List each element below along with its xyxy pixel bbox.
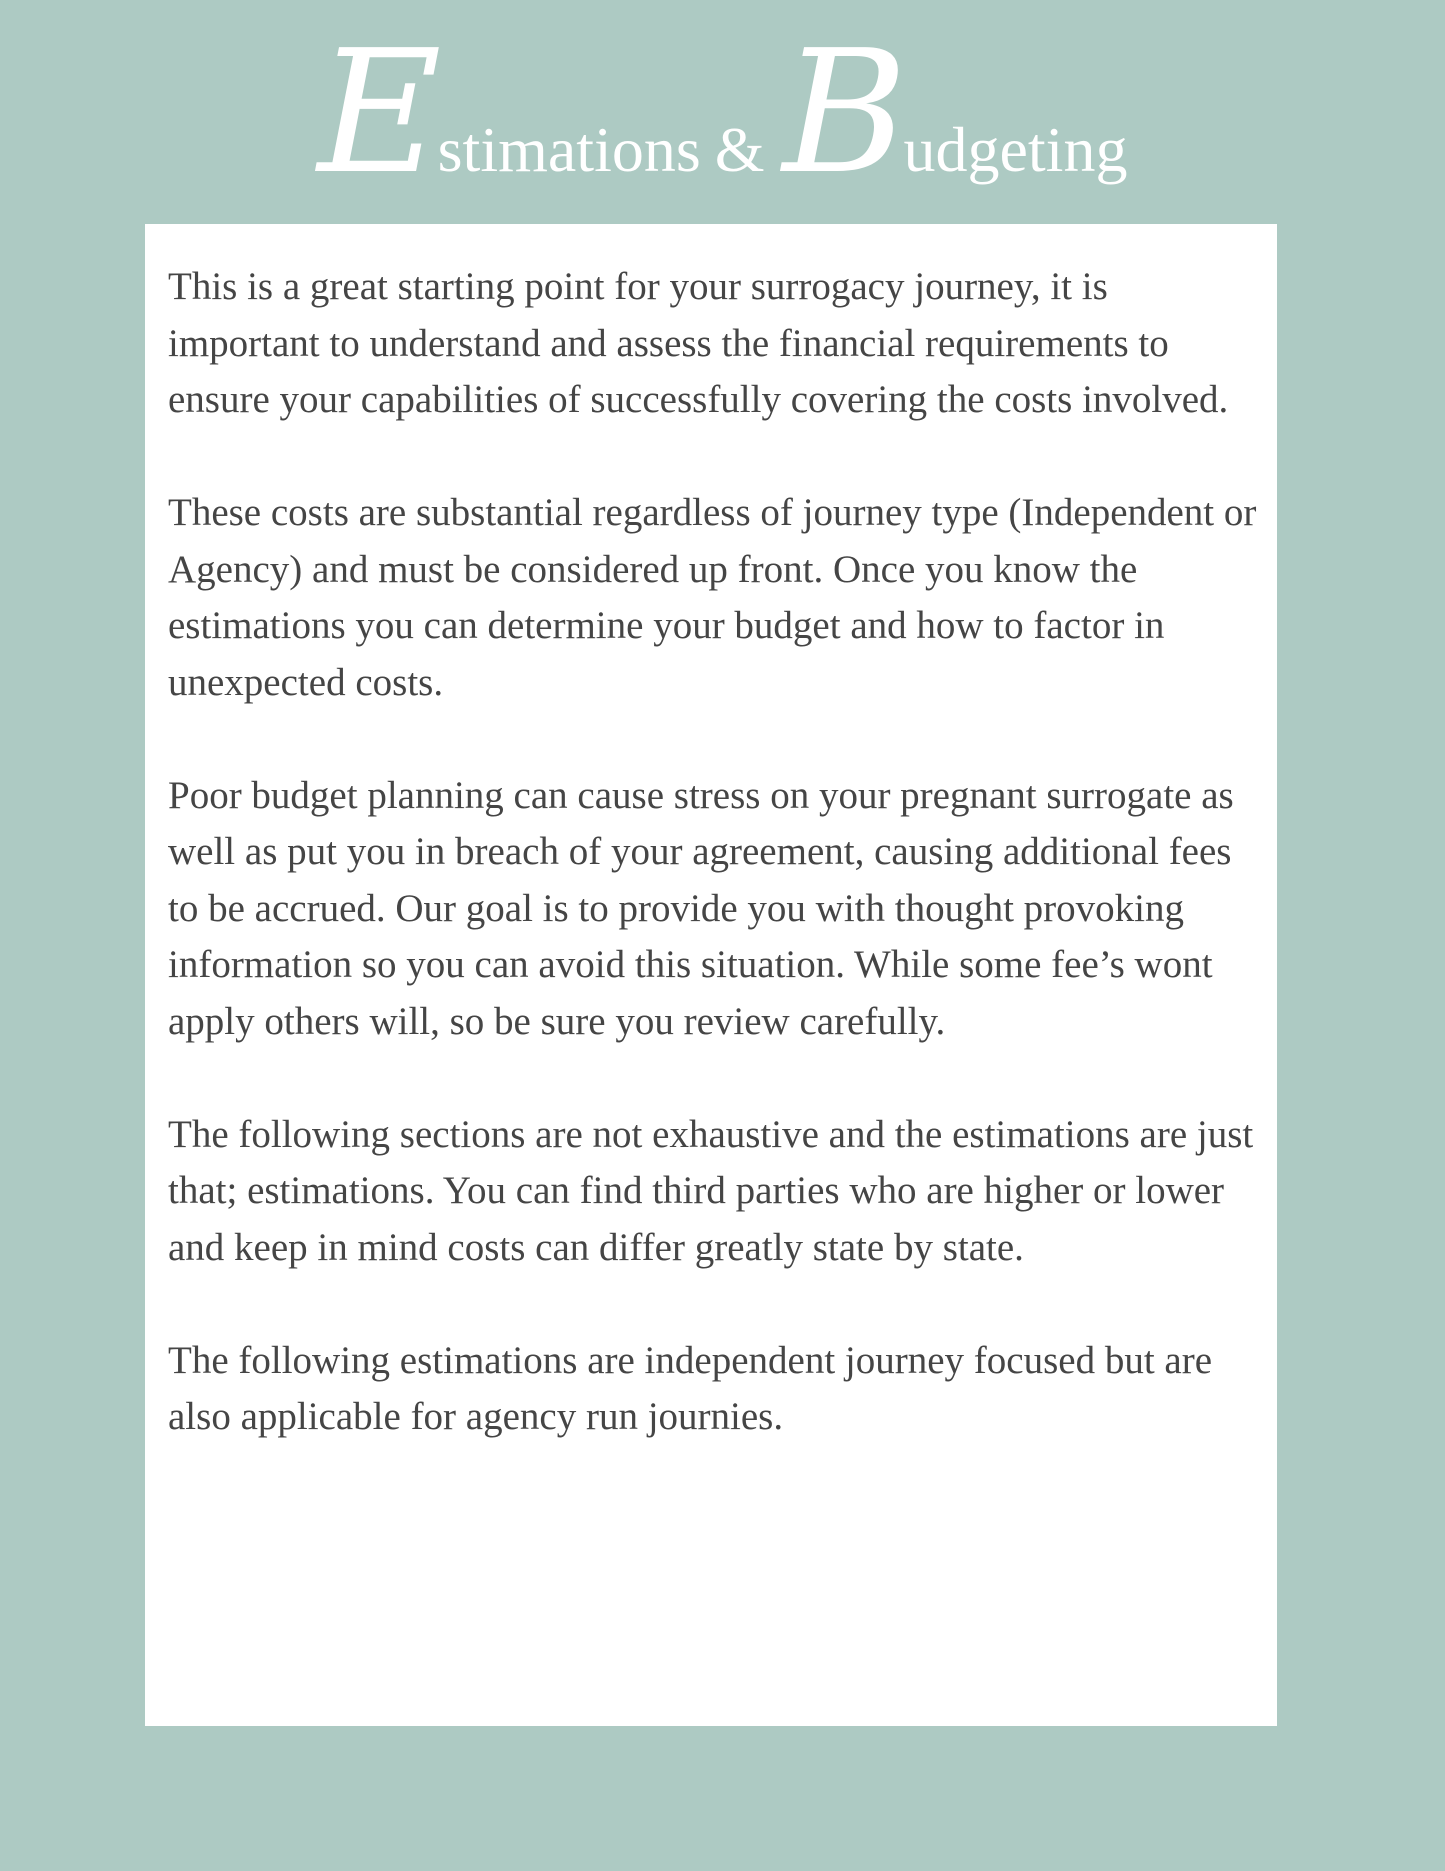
paragraph-costs: These costs are substantial regardless of journey type (Independent or Agency) and must be considered up front. Once you know the estimations you can determine your budget and how to factor in unexpected costs. [168,491,1257,704]
body-text [168,259,1268,1502]
paragraph-intro: This is a great starting point for your surrogacy journey, it is important to understand and assess the financial requirements to ensure your capabilities of successfully covering the costs involved. [168,265,1229,421]
title-word-budgeting: udgeting [903,114,1128,185]
paragraph-sections-note: The following sections are not exhaustive and the estimations are just that; estimations. You can find third parties who are higher or lower and keep in mind costs can differ greatly state by state. [168,1112,1254,1269]
title-initial-e: E [317,14,438,212]
content-card [145,224,1277,1726]
title-word-estimations: stimations [437,114,701,185]
title-initial-b: B [782,14,904,212]
title-ampersand: & [714,114,765,185]
paragraph-budget-planning: Poor budget planning can cause stress on your pregnant surrogate as well as put you in breach of your agreement, causing additional fees to be accrued. Our goal is to provide you with thought provoking information so you can avoid this situation. While some fee’s wont apply others will, so be sure you review carefully. [168,773,1234,1043]
page-title [0,14,1445,212]
paragraph-independent-focus: The following estimations are independent journey focused but are also applicable for agency run journies. [168,1338,1213,1438]
